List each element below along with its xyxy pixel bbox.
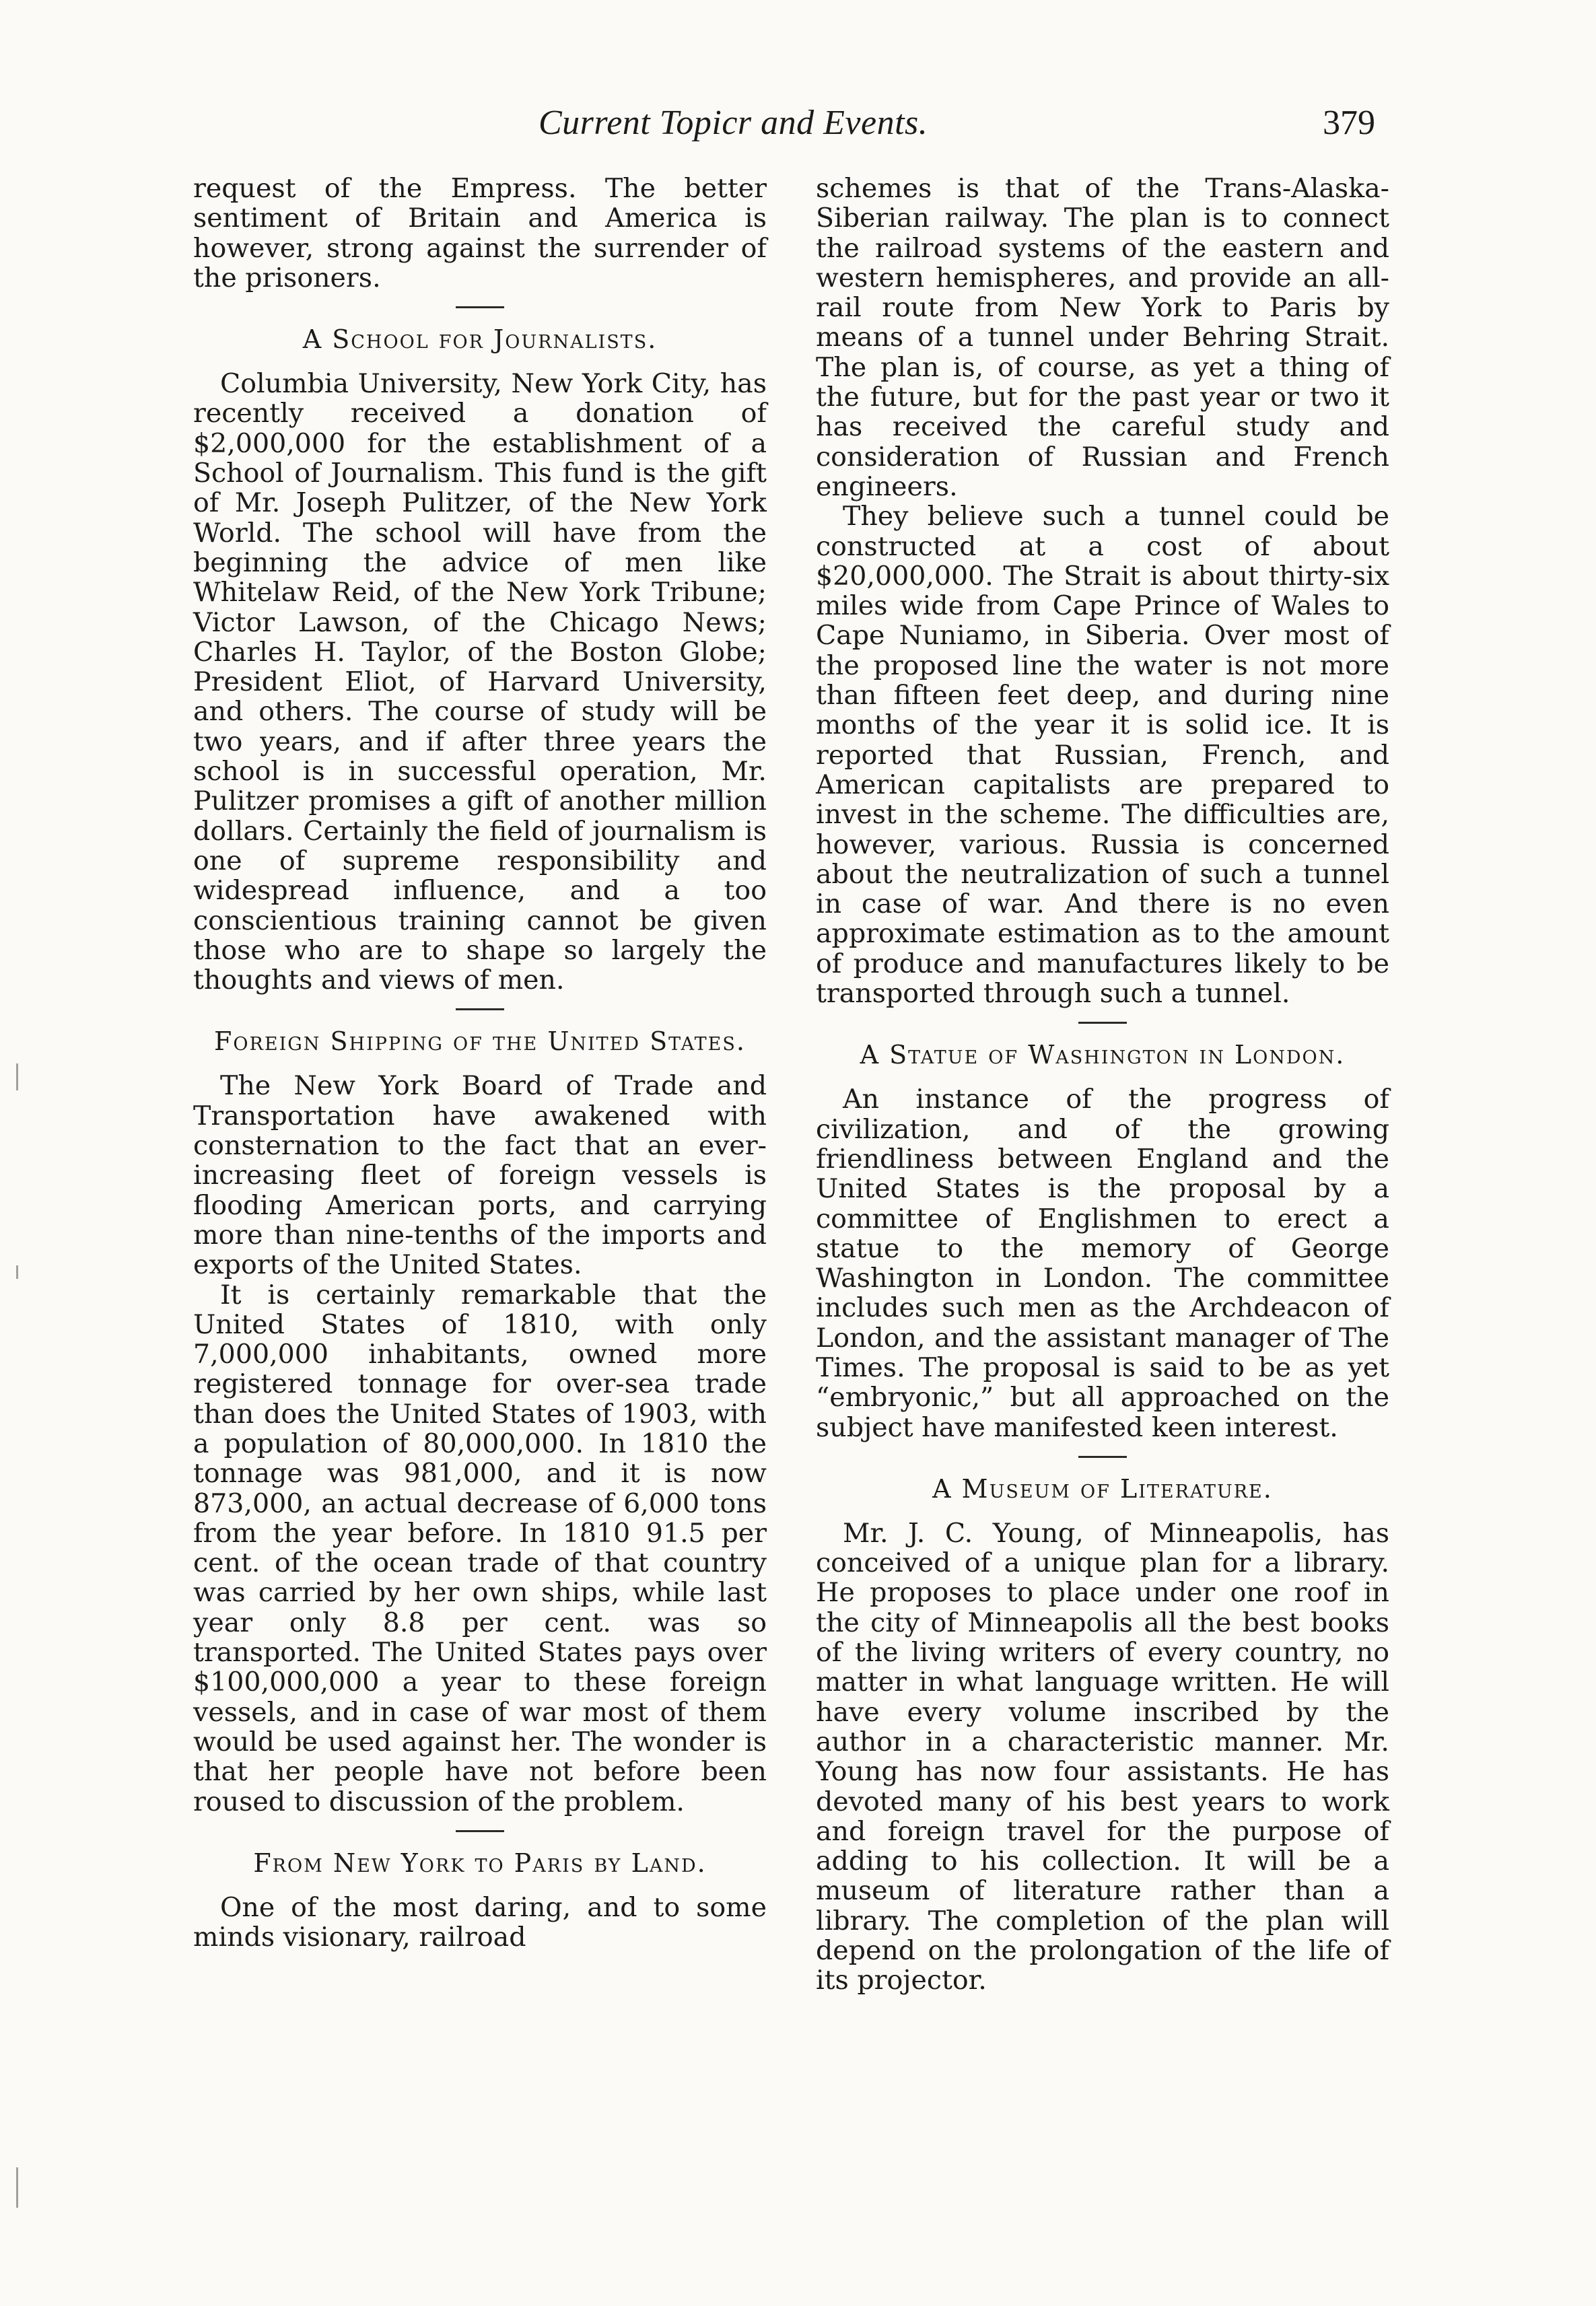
- left-column: [193, 174, 767, 1952]
- article-paragraph: They believe such a tunnel could be constructed at a cost of about $20,000,000. The Strait is about thirty-six miles wide from Cape Prince of Wales to Cape Nuniamo, in Siberia. Over most of the proposed line the water is not more than fifteen feet deep, and during nine months of the year it is solid ice. It is reported that Russian, French, and American capitalists are prepared to invest in the scheme. The difficulties are, however, various. Russia is concerned about the neutralization of such a tunnel in case of war. And there is no even approximate estimation as to the amount of produce and manufactures likely to be transported through such a tunnel.: [816, 501, 1389, 1010]
- article-paragraph: schemes is that of the Trans-Alaska-Siberian railway. The plan is to connect the railroad systems of the eastern and western hemispheres, and provide an all-rail route from New York to Paris by means of a tunnel under Behring Strait. The plan is, of course, as yet a thing of the future, but for the past year or two it has received the careful study and consideration of Russian and French engineers.: [816, 173, 1389, 502]
- page-number: 379: [1323, 104, 1375, 142]
- section-divider: [1078, 1022, 1127, 1024]
- section-divider: [456, 306, 504, 308]
- section-heading-foreign-shipping: Foreign Shipping of the United States.: [214, 1026, 746, 1057]
- article-paragraph: Columbia University, New York City, has recently received a donation of $2,000,000 for the establishment of a School of Journalism. This fund is the gift of Mr. Joseph Pulitzer, of the New York World. The school will have from the beginning the advice of men like Whitelaw Reid, of the New York Tribune; Victor Lawson, of the Chicago News; Charles H. Taylor, of the Boston Globe; President Eliot, of Harvard University, and others. The course of study will be two years, and if after three years the school is in successful operation, Mr. Pulitzer promises a gift of another million dollars. Certainly the field of journalism is one of supreme responsibility and widespread influence, and a too conscientious training cannot be given those who are to shape so largely the thoughts and views of men.: [193, 368, 767, 996]
- page-header: [0, 100, 1596, 147]
- article-paragraph: One of the most daring, and to some minds visionary, railroad: [193, 1891, 767, 1953]
- article-paragraph: The New York Board of Trade and Transportation have awakened with consternation to the fact that an ever-increasing fleet of foreign vessels is flooding American ports, and carrying more than nine-tenths of the imports and exports of the United States.: [193, 1070, 767, 1281]
- section-divider: [456, 1008, 504, 1010]
- right-column: [816, 174, 1389, 1996]
- article-paragraph: Mr. J. C. Young, of Minneapolis, has conceived of a unique plan for a library. He proposes to place under one roof in the city of Minneapolis all the best books of the living writers of every country, no matter in what language written. He will have every volume inscribed by the author in a characteristic manner. Mr. Young has now four assistants. He has devoted many of his best years to work and foreign travel for the purpose of adding to his collection. It will be a museum of literature rather than a library. The completion of the plan will depend on the prolongation of the life of its projector.: [816, 1517, 1389, 1996]
- section-divider: [1078, 1456, 1127, 1458]
- section-heading-new-york-to-paris: From New York to Paris by Land.: [253, 1848, 707, 1878]
- scan-edge-marks: [12, 1063, 26, 2208]
- section-heading-school-for-journalists: A School for Journalists.: [302, 324, 658, 355]
- article-paragraph: It is certainly remarkable that the United States of 1810, with only 7,000,000 inhabitants, owned more registered tonnage for over-sea trade than does the United States of 1903, with a population of 80,000,000. In 1810 the tonnage was 981,000, and it is now 873,000, an actual decrease of 6,000 tons from the year before. In 1810 91.5 per cent. of the ocean trade of that country was carried by her own ships, while last year only 8.8 per cent. was so transported. The United States pays over $100,000,000 a year to these foreign vessels, and in case of war most of them would be used against her. The wonder is that her people have not before been roused to discussion of the problem.: [193, 1279, 767, 1817]
- continued-paragraph: request of the Empress. The better sentiment of Britain and America is however, strong against the surrender of the prisoners.: [193, 173, 767, 293]
- running-title: Current Topicr and Events.: [539, 104, 928, 142]
- section-divider: [456, 1830, 504, 1832]
- section-heading-statue-of-washington: A Statue of Washington in London.: [860, 1040, 1346, 1070]
- article-paragraph: An instance of the progress of civilization, and of the growing friendliness between England and the United States is the proposal by a committee of Englishmen to erect a statue to the memory of George Washington in London. The committee includes such men as the Archdeacon of London, and the assistant manager of The Times. The proposal is said to be as yet “embryonic,” but all approached on the subject have manifested keen interest.: [816, 1084, 1389, 1443]
- section-heading-museum-of-literature: A Museum of Literature.: [932, 1473, 1273, 1504]
